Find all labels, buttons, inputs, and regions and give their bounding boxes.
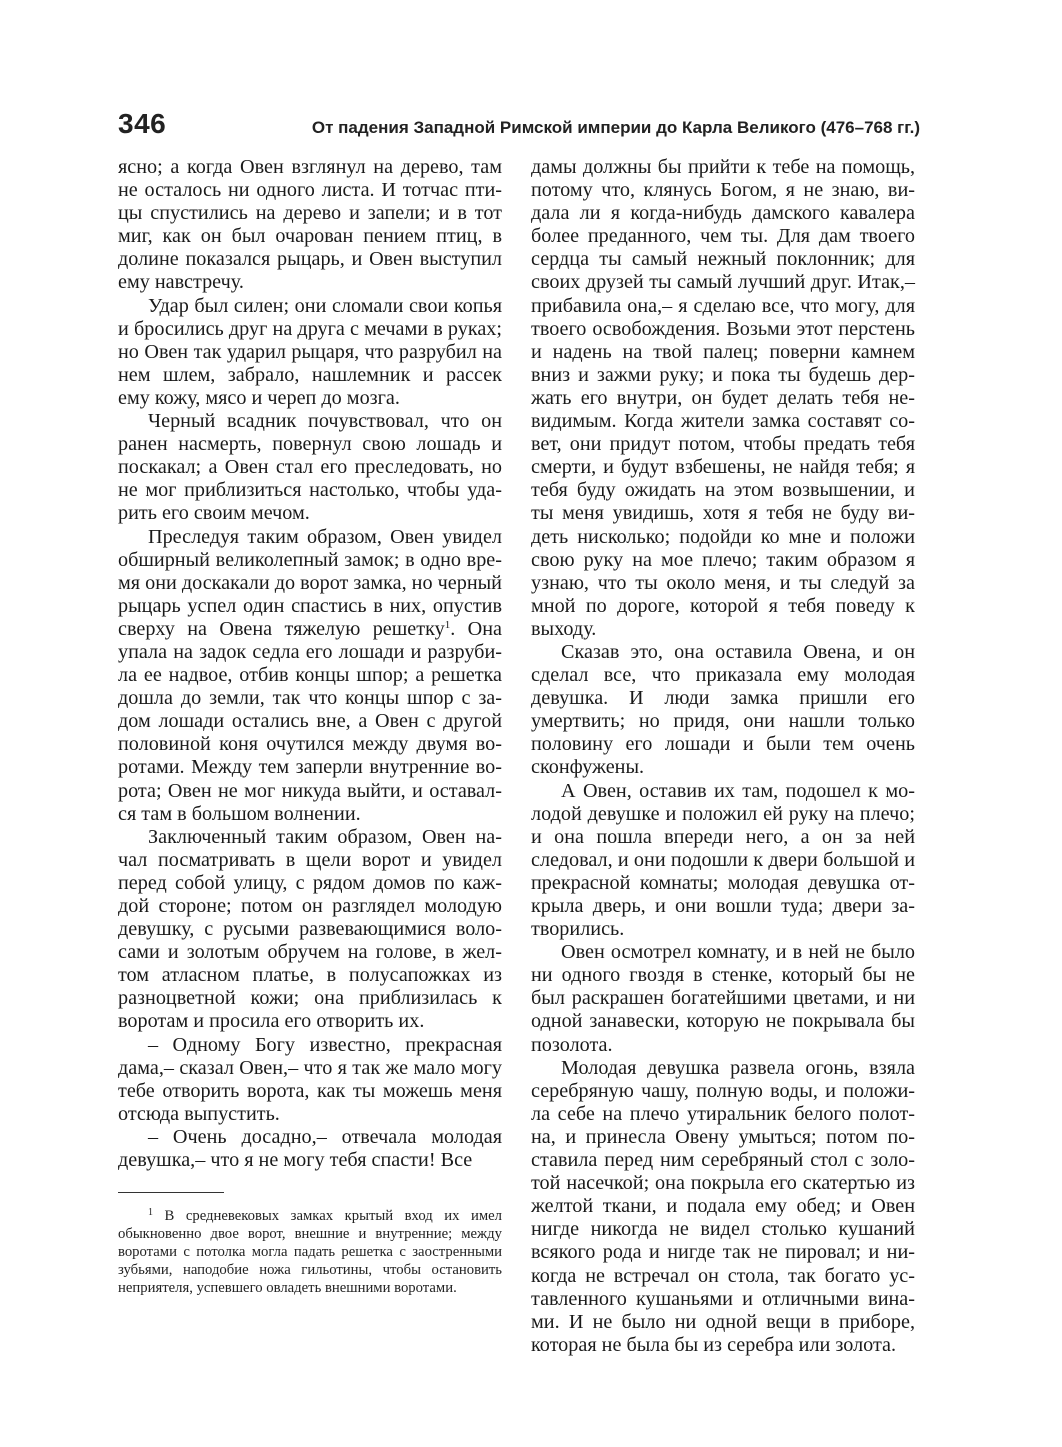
paragraph: Черный всадник почувствовал, что он ранен насмерть, повернул свою лошадь и поскакал; а Овен стал его преследовать, но не мог приблизиться настолько, чтобы ударить его своим мечом. — [118, 410, 502, 525]
paragraph: – Очень досадно,– отвечала молодая девушка,– что я не могу тебя спасти! Все — [118, 1125, 502, 1172]
footnote-reference: 1 — [444, 618, 451, 631]
page-header — [118, 108, 920, 140]
footnote-divider — [118, 1192, 224, 1193]
left-column — [118, 156, 502, 1172]
paragraph — [118, 526, 502, 826]
footnote-text — [118, 1207, 502, 1297]
paragraph: Молодая девушка развела огонь, взяла серебряную чашу, полную воды, и положила себе на плечо утиральник белого полотна, и принесла Овену умыться; потом поставила перед ним серебряный стол с золотой насечкой; она покрыла его скатертью из желтой ткани, и подала ему обед; и Овен нигде никогда не видел столько кушаний всякого рода и нигде так не пировал; и никогда не встречал он стола, так богато уставленного кушаньями и отличными винами. И не было ни одной вещи в приборе, которая не была бы из серебра или золота. — [531, 1056, 915, 1356]
right-column — [531, 156, 915, 1357]
footnote — [118, 1207, 502, 1297]
paragraph: А Овен, оставив их там, подошел к молодой девушке и положил ей руку на плечо; и она пошла впереди него, а он за ней следовал, и они подошли к двери большой и прекрасной комнаты; молодая девушка открыла дверь, и они вошли туда; двери затворились. — [531, 779, 915, 941]
paragraph-text: Преследуя таким образом, Овен увидел обширный великолепный замок; в одно время они доскакали до ворот замка, но черный рыцарь успел один спастись в них, опустив сверху на Овена тяжелую решетку — [118, 525, 502, 640]
paragraph: Овен осмотрел комнату, и в ней не было ни одного гвоздя в стенке, который бы не был раскрашен богатейшими цветами, и ни одной занавески, которую не покрывала бы позолота. — [531, 941, 915, 1056]
paragraph-text: . Она упала на задок седла его лошади и разрубила ее надвое, отбив концы шпор; а решетка дошла до земли, так что концы шпор с задом лошади остались вне, а Овен с другой половиной коня очутился между двумя воротами. Между тем заперли внутренние ворота; Овен не мог никуда выйти, и оставался там в большом волнении. — [118, 617, 503, 825]
paragraph: ясно; а когда Овен взглянул на дерево, там не осталось ни одного листа. И тотчас птицы спустились на дерево и запели; и в тот миг, как он был очарован пением птиц, в долине показался рыцарь, и Овен выступил ему навстречу. — [118, 156, 502, 294]
paragraph: Сказав это, она оставила Овена, и он сделал все, что приказала ему молодая девушка. И люди замка пришли его умертвить; но придя, они нашли только половину его лошади и были тем очень сконфужены. — [531, 640, 915, 779]
paragraph: Удар был силен; они сломали свои копья и бросились друг на друга с мечами в руках; но Овен так ударил рыцаря, что разрубил на нем шлем, забрало, нашлемник и рассек ему кожу, мясо и череп до мозга. — [118, 294, 502, 409]
paragraph: Заключенный таким образом, Овен начал посматривать в щели ворот и увидел перед собой улицу, с рядом домов по каждой стороне; потом он разглядел молодую девушку, с русыми развевающимися волосами и золотым обручем на голове, в желтом атласном платье, в полусапожках из разноцветной кожи; она приблизилась к воротам и просила его отворить их. — [118, 825, 502, 1033]
footnote-body: В средневековых замках крытый вход их имел обыкновенно двое ворот, внешние и внутренние; между воротами с потолка могла падать решетка с заостренными зубьями, наподобие ножа гильотины, чтобы остановить неприятеля, успевшего овладеть внешними воротами. — [118, 1208, 502, 1296]
page-number: 346 — [118, 108, 167, 139]
paragraph: дамы должны бы прийти к тебе на помощь, потому что, клянусь Богом, я не знаю, видала ли я когда-нибудь дамского кавалера более преданного, чем ты. Для дам твоего сердца ты самый нежный поклонник; для своих друзей ты самый лучший друг. Итак,– прибавила она,– я сделаю все, что могу, для твоего освобождения. Возьми этот перстень и надень на твой палец; поверни камнем вниз и зажми руку; и пока ты будешь держать его внутри, он будет делать тебя невидимым. Когда жители замка составят совет, они придут потом, чтобы предать тебя смерти, и будут взбешены, не найдя тебя; я тебя буду ожидать на этом возвышении, и ты меня увидишь, хотя я тебя не буду видеть нисколько; подойди ко мне и положи свою руку на мое плечо; таким образом я узнаю, что ты около меня, и ты следуй за мной по дороге, которой я тебя поведу к выходу. — [531, 156, 915, 640]
footnote-mark: 1 — [148, 1207, 153, 1218]
paragraph: – Одному Богу известно, прекрасная дама,– сказал Овен,– что я так же мало могу тебе отворить ворота, как ты можешь меня отсюда выпустить. — [118, 1033, 502, 1125]
running-title: От падения Западной Римской империи до Карла Великого (476–768 гг.) — [311, 118, 920, 137]
